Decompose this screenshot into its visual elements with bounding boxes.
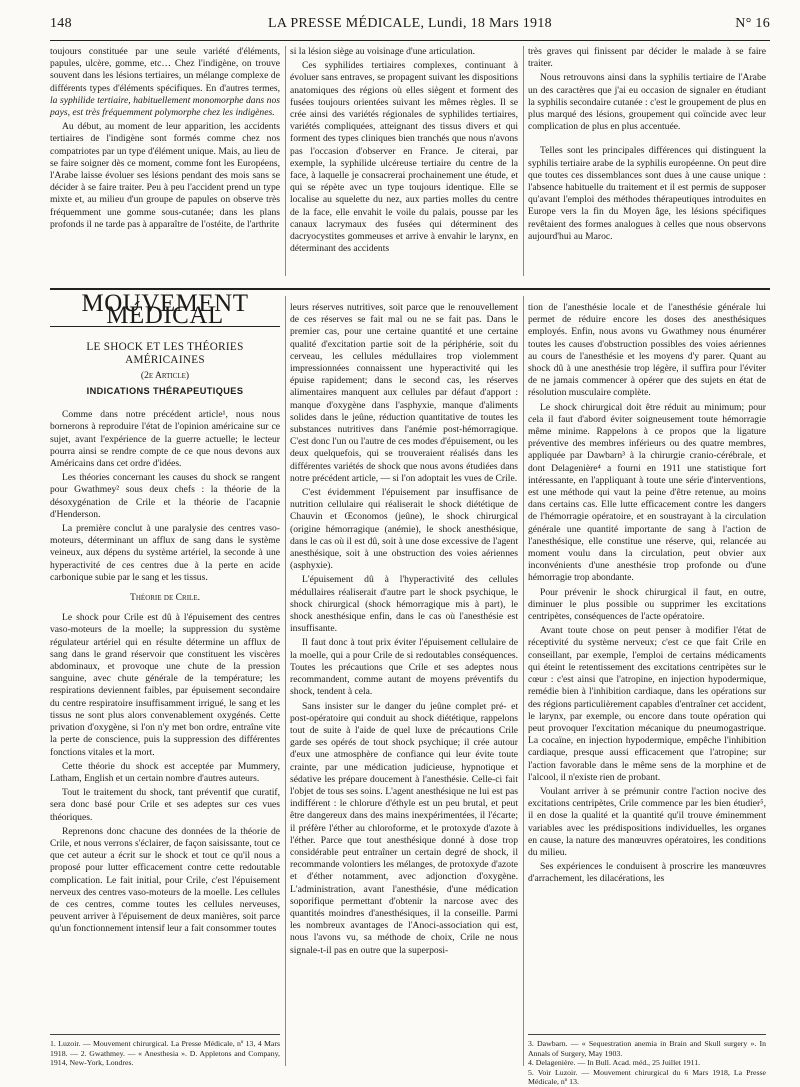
paragraph: Ces syphilides tertiaires complexes, continuant à évoluer sans entraves, se propagent suivant les dispositions anatomiques des régions où elles siègent et forment des fusées toujours orientées suivant les mêmes règles. Il se crée ainsi des variétés régionales de syphilides tertiaires, variétés compliquées, atteignant des tissus divers et qui forment des types cliniques bien tranchés que nous n'avons pas l'occasion d'observer en France. Je citerai, par exemple, la syphilide ulcéreuse tertiaire du centre de la face, à laquelle je consacrerai prochainement une étude, et qui se répète avec un type toujours identique. Elle se localise au squelette du nez, aux parties molles du centre de la face, elle envahit le voile du palais, pousse par les canaux lacrymaux des fusées qui déterminent des dacryocystites gommeuses et arrive à envahir le larynx, en déterminant des accidents: [290, 60, 518, 255]
article-section-heading: INDICATIONS THÉRAPEUTIQUES: [86, 386, 244, 397]
paragraph: Ses expériences le conduisent à proscrire les manœuvres d'arrachement, les dilacérations, les: [528, 861, 766, 885]
page-number: 148: [50, 16, 72, 31]
paragraph: Le shock chirurgical doit être réduit au minimum; pour cela il faut d'abord éviter soigneusement toute hémorragie même minime. Rappelons à ce propos que la ligature préventive des membres inférieurs ou des quatre membres, appliquée par Dawbarn³ à la chirurgie cranio-cérébrale, et dont Delagenière⁴ a fourni en 1911 une statistique fort intéressante, en l'appliquant à toute une série d'interventions, est une méthode qui vaut la peine d'être retenue, au moins dans certains cas. Elle lutte efficacement contre les dangers de l'hémorragie opératoire, et en soustrayant à la circulation générale une quantité importante de sang à l'action de l'anesthésique, elle constitue une réserve, qui, relancée au moment voulu dans la circulation, peut obvier aux inconvénients d'une anesthésie trop profonde ou d'une hémorragie trop abondante.: [528, 401, 766, 584]
paragraph: C'est évidemment l'épuisement par insuffisance de nutrition cellulaire qui réaliserait le shock diététique de Chauvin et Œconomos (jeûne), le shock chirurgical (origine hémorragique (anémie), le shock anesthésique, dans le cas où il est dû, soit à une dose excessive de l'agent anesthésique, soit à une obstruction des voies aériennes (asphyxie).: [290, 487, 518, 572]
bottom-column-1: [50, 290, 280, 936]
text: toujours constituée par une seule variété d'éléments, papules, ulcère, gomme, etc… Chez l'indigène, on trouve souvent dans les lésions tertiaires, un mélange complexe de différents types d'éléments spécifiques. En d'autres termes,: [50, 46, 280, 94]
top-column-3: [528, 46, 766, 243]
paragraph: Pour prévenir le shock chirurgical il faut, en outre, diminuer le plus possible ou supprimer les excitations centripètes, conséquences de l'acte opératoire.: [528, 586, 766, 623]
footnote: 4. Delagenière. — In Bull. Acad. méd., 25 Juillet 1911.: [528, 1058, 701, 1068]
top-column-1: [50, 46, 280, 231]
column-divider: [523, 46, 524, 276]
paragraph: leurs réserves nutritives, soit parce que le renouvellement de ces réserves se fait mal ou ne se fait pas. Dans le premier cas, pour une certaine quantité et une certaine qualité d'excitation partie soit de la périphérie, soit du cerveau, les cellules médullaires trop violemment impressionnées connaissent une hyperactivité qui les épuise rapidement; dans le second cas, les réserves alimentaires manquent aux cellules par défaut d'apport : manque d'oxygène dans l'asphyxie, manque d'aliments solides dans le jeûne, réduction quantitative de toutes les substances nutritives dans l'anémie post-hémorragique. C'est donc l'un ou l'autre de ces modes d'épuisement, ou les deux quelquefois, qui se trouveraient réalisés dans les différentes variétés de shock que nous avons étudiées dans notre précédent article, — si l'on adoptait les vues de Crile.: [290, 302, 518, 484]
bottom-column-3: [528, 302, 766, 886]
paragraph: La première conclut à une paralysie des centres vaso-moteurs, déterminant un afflux de sang dans le système veineux, aux dépens du système artériel, la seconde à une hyperactivité de ces centres due à la perte en acide carbonique subie par le sang et les tissus.: [50, 523, 280, 583]
journal-title: LA PRESSE MÉDICALE, Lundi, 18 Mars 1918: [268, 16, 552, 31]
paragraph: Les théories concernant les causes du shock se rangent pour Gwathmey² sous deux chefs : la théorie de la désoxygénation de Crile et la théorie de l'acapnie d'Henderson.: [50, 472, 280, 520]
footnote-rule: [528, 1034, 766, 1035]
paragraph: Tout le traitement du shock, tant préventif que curatif, sera donc basé pour Crile et ses adeptes sur ces vues théoriques.: [50, 787, 280, 823]
italic-text: la syphilide tertiaire, habituellement monomorphe dans nos pays, est très fréquemment polymorphe chez les indigènes.: [50, 94, 280, 119]
footnote: 5. Voir Luzoir. — Mouvement chirurgical du 6 Mars 1918, La Presse Médicale, nº 13.: [528, 1067, 766, 1087]
paragraph: très graves qui finissent par décider le malade à se faire traiter.: [528, 46, 766, 70]
article-subtitle: (2e Article): [140, 370, 190, 381]
paragraph: Sans insister sur le danger du jeûne complet pré- et post-opératoire qui conduit au shock diététique, rappelons tout de suite à l'aide de quel luxe de précautions Crile garde ses opérés de tout shock psychique; il crée autour d'eux une atmosphère de confiance qui leur évite toute crainte, par une médication judicieuse, hypnotique et sédative les prépare doucement à l'anesthésie. Celle-ci fait l'objet de tous ses soins. L'agent anesthésique ne lui est pas indifférent : le chlorure d'éthyle est un peu brutal, et peut être dangereux dans des mains inexpérimentées, il l'écarte; il préfère l'éther au chloroforme, et le protoxyde d'azote à l'éther. Parce que tout anesthésique donné à dose trop considérable peut entraîner un certain degré de shock, il recommande volontiers les mélanges, de protoxyde d'azote et d'éther notamment, avec adjonction d'oxygène. L'administration, avant l'anesthésie, d'une médication soporifique permettant d'obtenir la narcose avec des quantités moindres d'anesthésiques, il la conseille. Parmi les nombreux avantages de l'Anoci-association qui est, nous l'avons vu, sa méthode de choix, Crile ne nous signale-t-il pas en outre que la superposi-: [290, 700, 518, 956]
column-divider: [285, 296, 286, 1066]
article-title: LE SHOCK ET LES THÉORIES AMÉRICAINES: [86, 341, 244, 366]
paragraph: Comme dans notre précédent article¹, nous nous bornerons à reproduire l'état de l'opinion américaine sur ce sujet, avant l'expérience de la guerre actuelle; le lecteur pourra ainsi se rendre compte de ce que nous devons aux Américains dans cet ordre d'idées.: [50, 409, 280, 470]
paragraph: Voulant arriver à se prémunir contre l'action nocive des excitations centripètes, Crile commence par les bien étudier⁵, il en dose la qualité et la quantité qu'il trouve éminemment variables avec les prédispositions individuelles, les organes en cause, la nature des manœuvres opératoires, les conditions du milieu.: [528, 785, 766, 858]
paragraph: Au début, au moment de leur apparition, les accidents tertiaires de l'indigène sont formés comme chez nos compatriotes par un type d'élément unique. Mais, au lieu de se faire soigner dès ce moment, comme font les Européens, l'Arabe laisse évoluer ses lésions pendant des mois sans se décider à se faire traiter. Peu à peu l'accident prend un type mixte et, au milieu d'un groupe de papules on observe très fréquemment une gomme sous-cutanée; dans les plans profonds il ne tarde pas à apparaître de l'ostéite, de l'arthrite: [50, 121, 280, 230]
paragraph: Reprenons donc chacune des données de la théorie de Crile, et nous verrons s'éclairer, de façon saisissante, tout ce que cet auteur a écrit sur le shock et tout ce qu'il nous a proposé pour lutter efficacement contre cette redoutable complication. Le fait initial, pour Crile, c'est l'épuisement nerveux des centres vaso-moteurs de la moelle. Les cellules de ces centres, comme toutes les cellules nerveuses, peuvent arriver à l'épuisement de deux manières, soit parce qu'un fonctionnement intensif leur a fait consommer toutes: [50, 825, 280, 935]
subheading: Théorie de Crile.: [130, 592, 200, 604]
column-divider: [523, 296, 524, 1066]
paragraph: Telles sont les principales différences qui distinguent la syphilis tertiaire arabe de la syphilis européenne. On peut dire que toutes ces dissemblances sont dues à une cause unique : l'absence habituelle du traitement et il est permis de supposer qu'avant l'emploi des méthodes thérapeutiques introduites en Europe vers la fin du Moyen âge, les lésions spécifiques revêtaient des formes analogues à celles que nous observons aujourd'hui au Maroc.: [528, 145, 766, 242]
bottom-column-2: [290, 302, 518, 957]
footnote-rule: [50, 1034, 280, 1035]
paragraph: Avant toute chose on peut penser à modifier l'état de réceptivité du système nerveux; c'est ce que fait Crile en conseillant, par exemple, l'emploi de certains médicaments qui éteint le retentissement des excitations centripètes sur le cœur : c'est ainsi que l'atropine, en injection hypodermique, remédie bien à l'inhibition cardiaque, dans les opérations sur des régions particulièrement capables d'entraîner cet accident, le larynx, par exemple, ou encore dans toute opération qui peut provoquer l'excitation mécanique du pneumogastrique. La cocaïne, en injection hypodermique, empêche l'inhibition cardiaque, presque aussi efficacement que l'atropine; sur l'action favorable dans le même sens de la morphine et de l'alcool, il n'existe rien de probant.: [528, 625, 766, 783]
footnotes-column-3: [528, 1034, 766, 1087]
paragraph: Il faut donc à tout prix éviter l'épuisement cellulaire de la moelle, qui a pour Crile de si redoutables conséquences. Toutes les précautions que Crile et ses adeptes nous recommandent, comme autant de moyens préventifs du shock, tendent à cela.: [290, 637, 518, 698]
paragraph: Nous retrouvons ainsi dans la syphilis tertiaire de l'Arabe un des caractères que j'ai eu occasion de signaler en étudiant la syphilis secondaire cutanée : c'est le groupement de plus en plus marqué des lésions, groupement qui coïncide avec leur complication de plus en plus accentuée.: [528, 72, 766, 133]
paragraph: Cette théorie du shock est acceptée par Mummery, Latham, English et un certain nombre d'autres auteurs.: [50, 760, 280, 784]
paragraph: [50, 46, 280, 119]
top-column-2: [290, 46, 518, 255]
footnote: 1. Luzoir. — Mouvement chirurgical. La Presse Médicale, nº 13, 4 Mars 1918. — 2. Gwathmey. — « Anesthesia ». D. Appletons and Company, 1914, New-York, Londres.: [50, 1039, 280, 1068]
paragraph: Le shock pour Crile est dû à l'épuisement des centres vaso-moteurs de la moelle; la suppression du système régulateur artériel qui en résulte détermine un afflux de sang dans le grand réservoir que constituent les viscères abdominaux, et provoque une chute de la pression sanguine, avec chute générale de la température; les respirations deviennent faibles, par épuisement secondaire du centre respiratoire insuffisamment irrigué, le sang et les tissus ne sont plus alors convenablement oxygénés. Cette privation d'oxygène, si l'on n'y met bon ordre, entraîne vite la perte de conscience, puis la suppression des différentes fonctions vitales et la mort.: [50, 612, 280, 758]
paragraph: tion de l'anesthésie locale et de l'anesthésie générale lui permet de réduire encore les doses des anesthésiques employés. Enfin, nous avons vu Gwathmey nous énumérer toutes les causes d'obstruction possibles des voies aériennes au cours de l'anesthésie et les moyens d'y parer. Quant au shock dû à une anesthésie trop légère, il suffira pour l'éviter de ne jamais commencer à opérer que des sujets en état de résolution musculaire complète.: [528, 302, 766, 399]
section-title: MOUVEMENT MÉDICAL: [81, 290, 249, 330]
paragraph: si la lésion siège au voisinage d'une articulation.: [290, 46, 476, 57]
column-divider: [285, 46, 286, 276]
page-header: [50, 16, 770, 38]
footnotes-column-1: [50, 1034, 280, 1068]
header-rule: [50, 40, 770, 41]
paragraph: L'épuisement dû à l'hyperactivité des cellules médullaires réaliserait d'autre part le shock psychique, le shock chirurgical (shock hémorragique mis à part), le shock anesthésique enfin, dans le cas où l'anesthésie est insuffisante.: [290, 574, 518, 635]
issue-number: N° 16: [735, 16, 770, 31]
footnote: 3. Dawbarn. — « Sequestration anemia in Brain and Skull surgery ». In Annals of Surgery, May 1903.: [528, 1039, 766, 1058]
